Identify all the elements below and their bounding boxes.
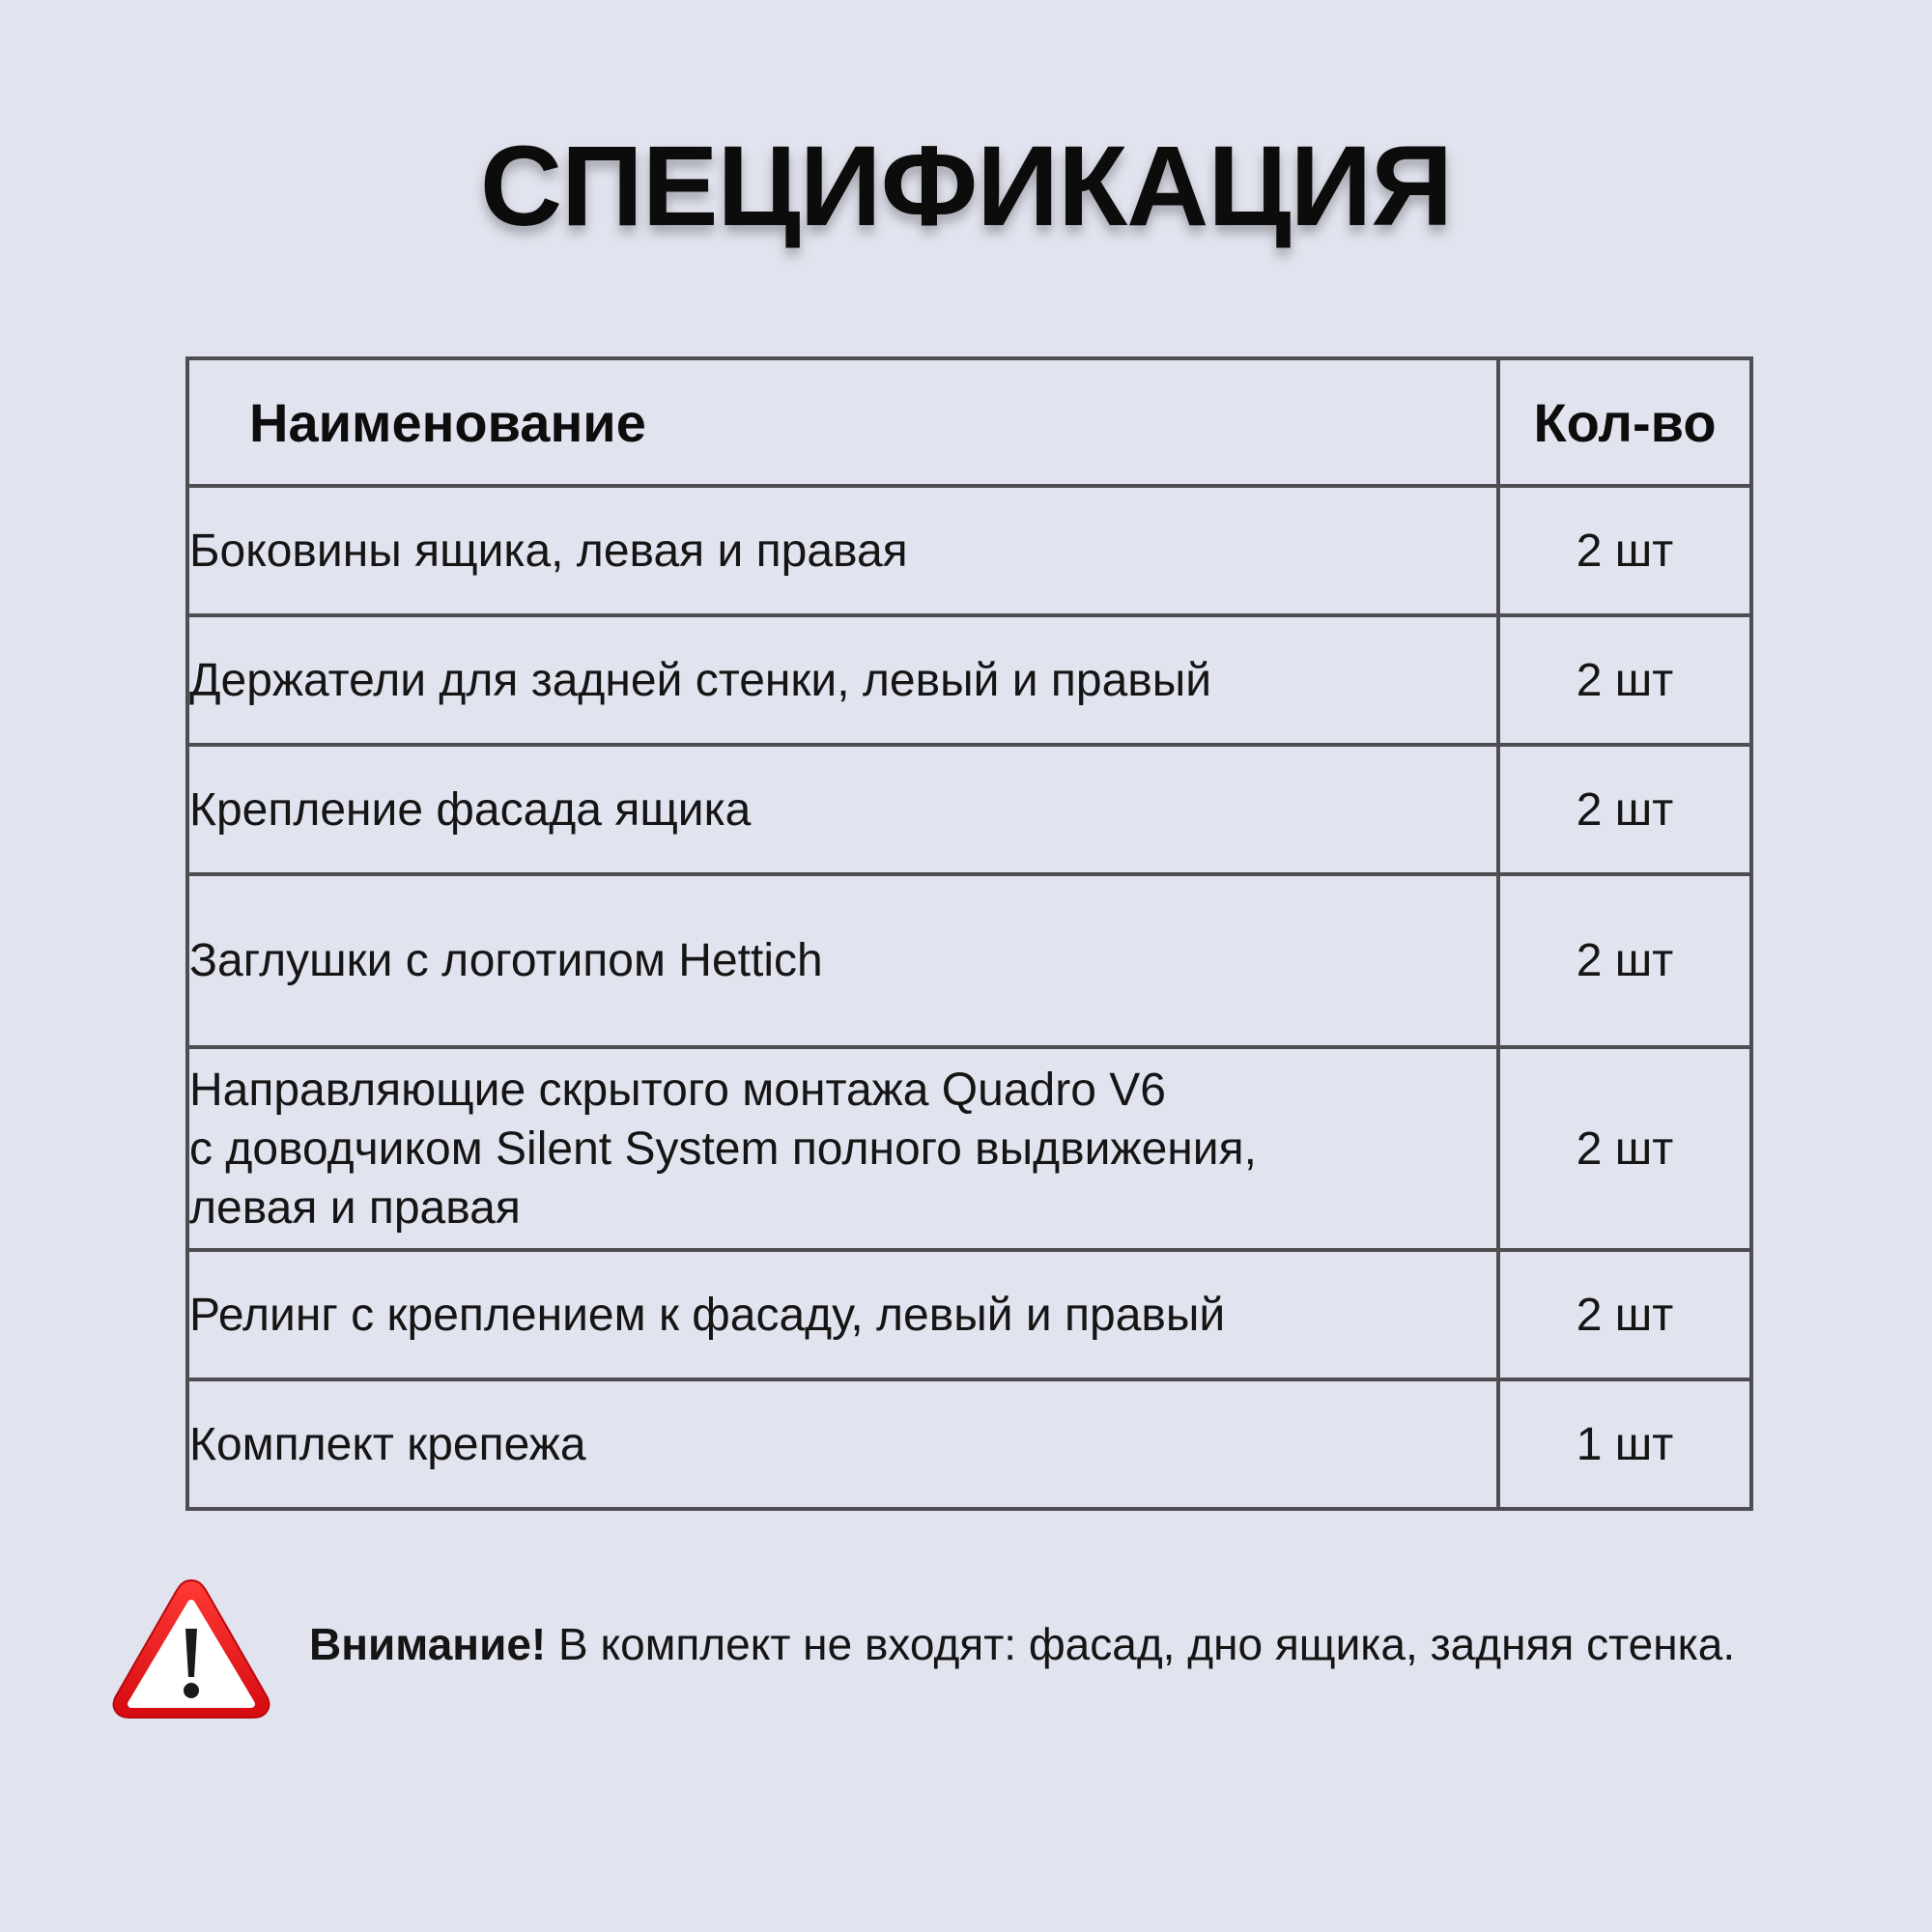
table-row: [187, 1047, 1751, 1250]
item-qty: 2 шт: [1498, 615, 1751, 745]
column-header-qty: Кол-во: [1498, 358, 1751, 486]
item-name-line: Направляющие скрытого монтажа Quadro V6: [189, 1064, 1166, 1116]
page-title: СПЕЦИФИКАЦИЯ: [479, 123, 1453, 250]
attention-text: В комплект не входят: фасад, дно ящика, задняя стенка.: [546, 1619, 1736, 1669]
item-qty: 2 шт: [1498, 745, 1751, 874]
item-qty: 2 шт: [1498, 486, 1751, 615]
item-name: Комплект крепежа: [187, 1379, 1498, 1509]
item-name: Держатели для задней стенки, левый и правый: [187, 615, 1498, 745]
item-name: Боковины ящика, левая и правая: [187, 486, 1498, 615]
attention-note: [309, 1615, 1735, 1673]
table-row: [187, 486, 1751, 615]
item-qty: 2 шт: [1498, 874, 1751, 1047]
table-row: [187, 874, 1751, 1047]
table-row: [187, 1250, 1751, 1379]
item-name-line: с доводчиком Silent System полного выдвижения,: [189, 1122, 1257, 1175]
specification-table: [185, 356, 1753, 1511]
item-qty: 2 шт: [1498, 1047, 1751, 1250]
item-name: Релинг с креплением к фасаду, левый и правый: [187, 1250, 1498, 1379]
column-header-name: Наименование: [187, 358, 1498, 486]
item-name: Заглушки с логотипом Hettich: [187, 874, 1498, 1047]
item-name: Крепление фасада ящика: [187, 745, 1498, 874]
table-row: [187, 1379, 1751, 1509]
item-name-line: левая и правая: [189, 1181, 521, 1234]
table-row: [187, 745, 1751, 874]
warning-icon: [108, 1573, 274, 1723]
item-qty: 2 шт: [1498, 1250, 1751, 1379]
table-header-row: [187, 358, 1751, 486]
table-row: [187, 615, 1751, 745]
item-qty: 1 шт: [1498, 1379, 1751, 1509]
item-name: [187, 1047, 1498, 1250]
attention-label: Внимание!: [309, 1619, 547, 1669]
